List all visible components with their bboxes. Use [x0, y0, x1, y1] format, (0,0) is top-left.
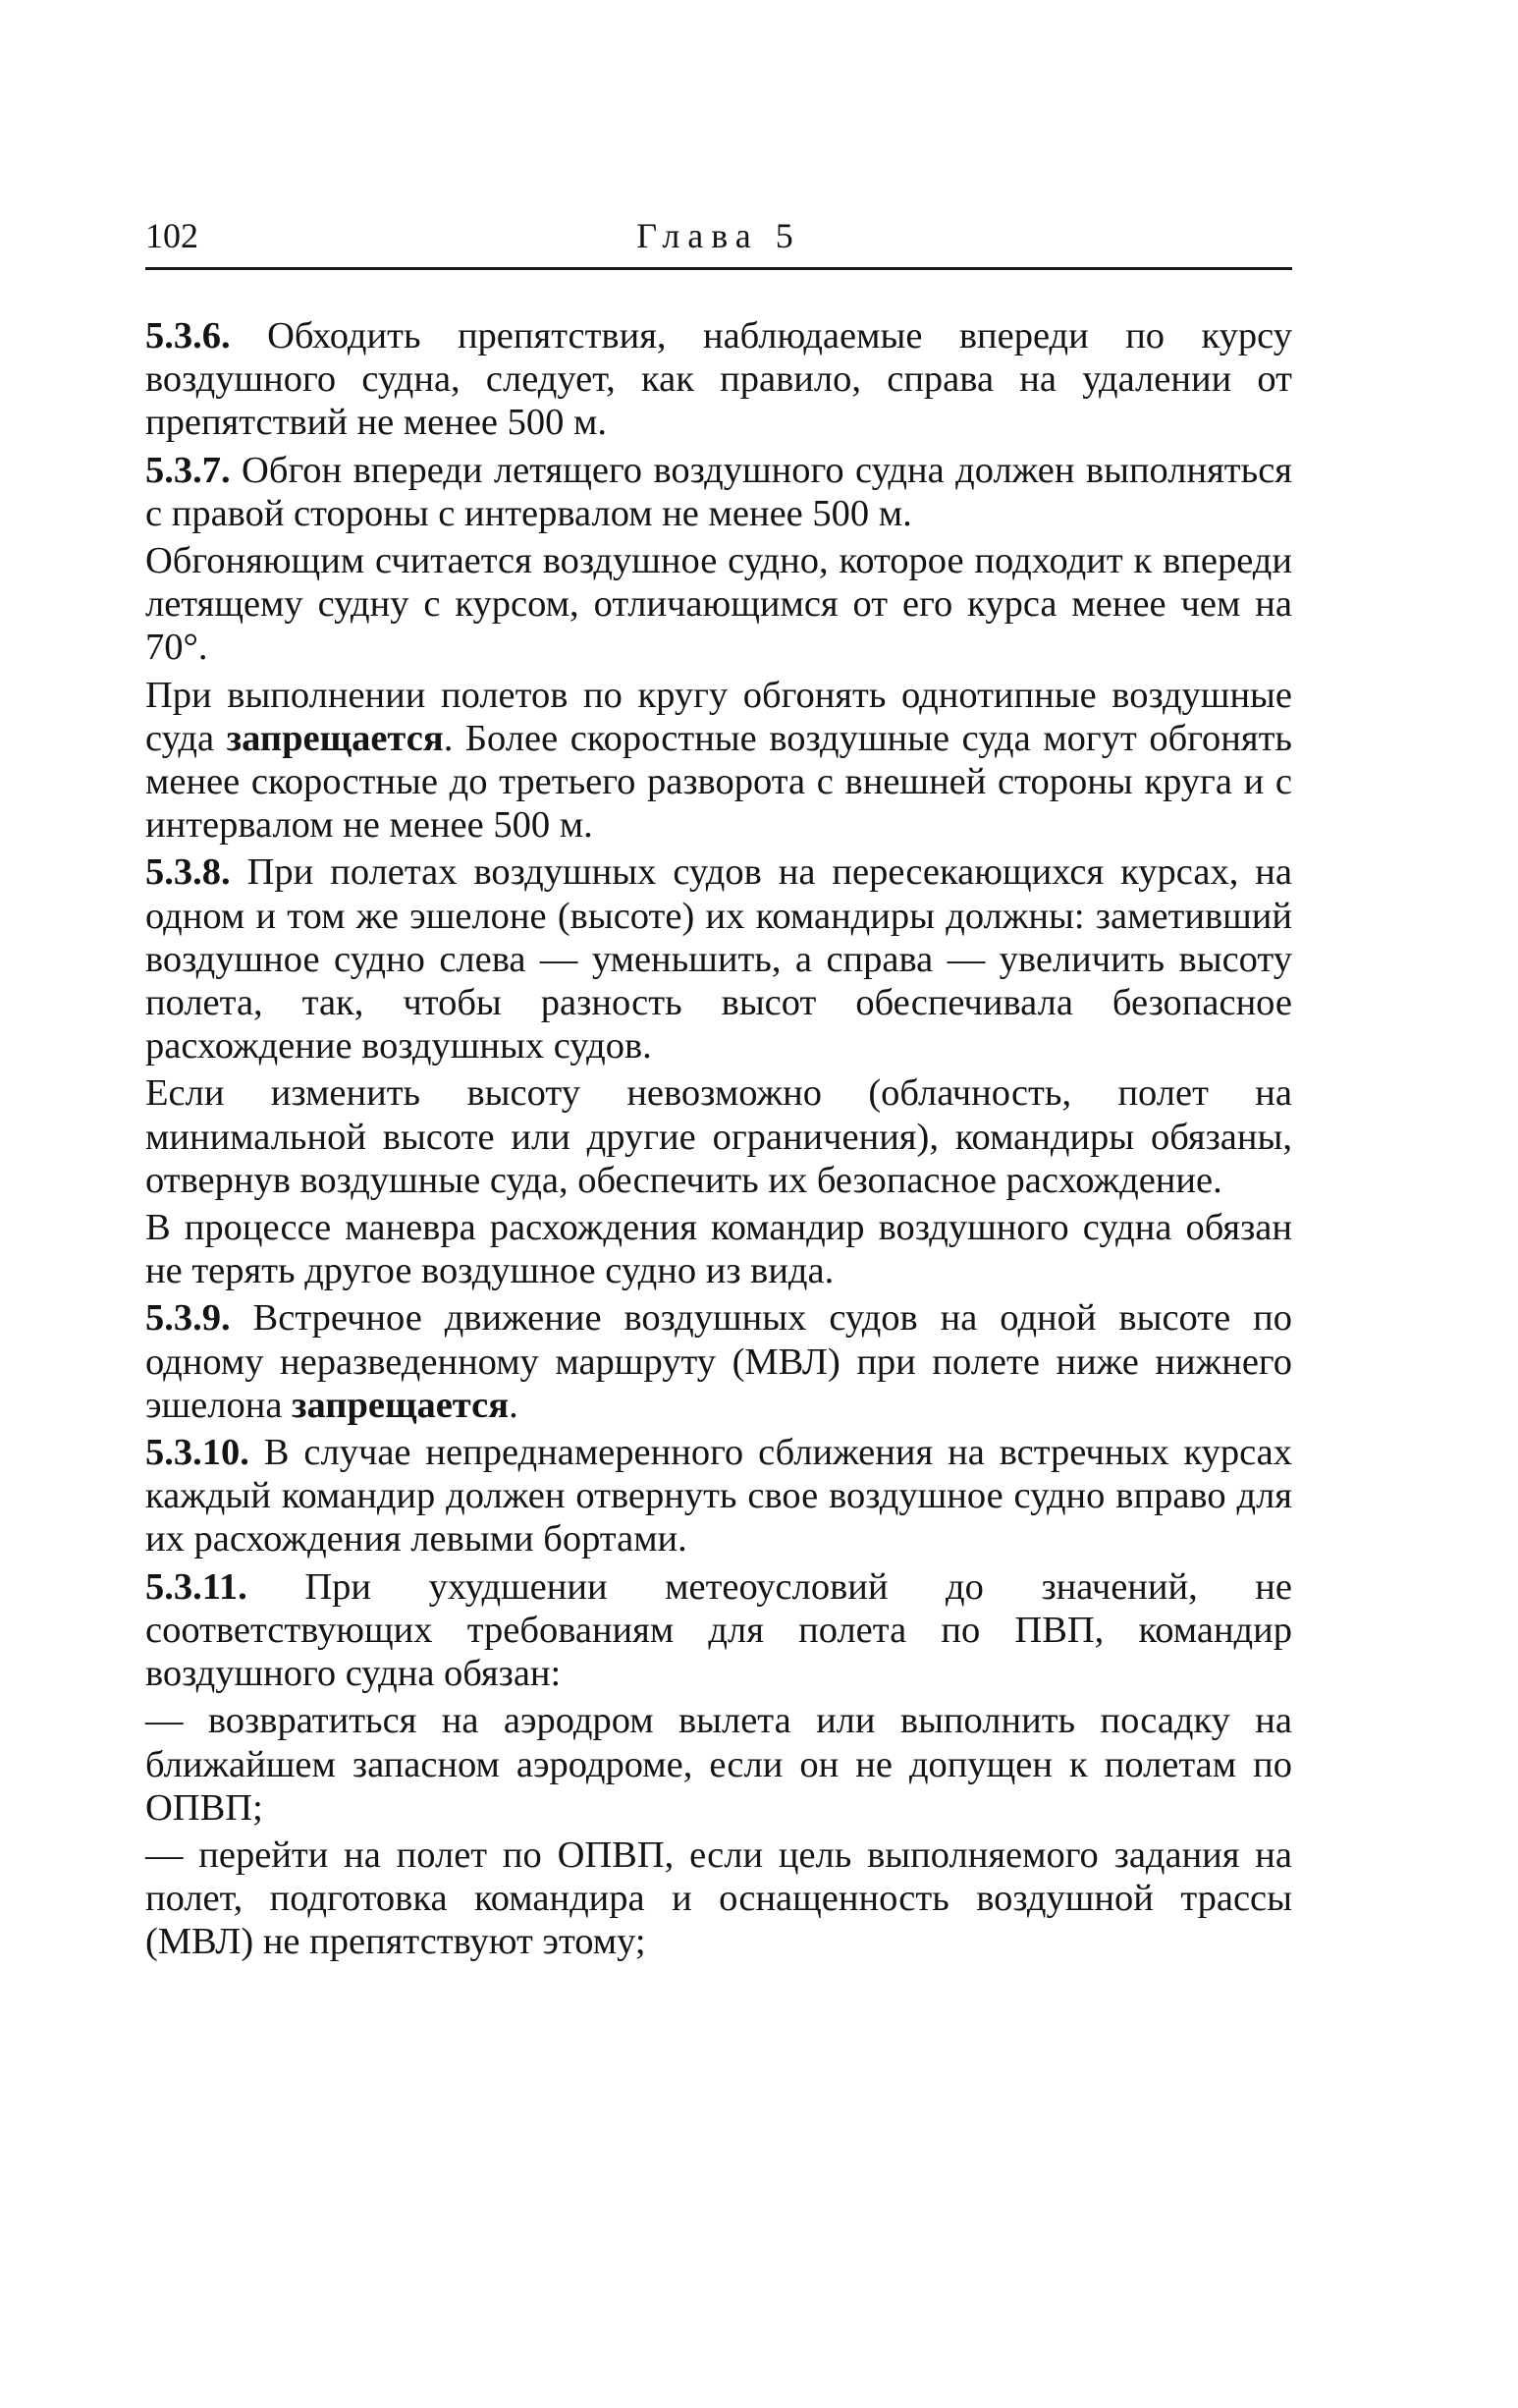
list-item-text: — перейти на полет по ОПВП, если цель выполняемого задания на полет, подготовка командира и оснащенность воздушной трассы (МВЛ) не препятствуют этому; — [145, 1833, 1292, 1963]
prohibited-emphasis: запрещается — [226, 717, 444, 759]
paragraph-5-3-7 — [145, 449, 1292, 535]
paragraph-5-3-6 — [145, 314, 1292, 445]
paragraph-text: Встречное движение воздушных судов на одной высоте по одному неразведенному маршруту (МВЛ) при полете ниже нижнего эшелона — [145, 1297, 1292, 1426]
paragraph-text: Обходить препятствия, наблюдаемые впереди по курсу воздушного судна, следует, как правило, справа на удалении от препятствий не менее 500 м. — [145, 315, 1292, 444]
book-page — [145, 0, 1292, 2408]
paragraph-text: Обгоняющим считается воздушное судно, которое подходит к впереди летящему судну с курсом, отличающимся от его курса менее чем на 70°. — [145, 540, 1292, 669]
clause-number: 5.3.11. — [145, 1565, 247, 1608]
paragraph-text: В процессе маневра расхождения командир воздушного судна обязан не терять другое воздушное судно из вида. — [145, 1207, 1292, 1292]
paragraph-text: Если изменить высоту невозможно (облачность, полет на минимальной высоте или другие ограничения), командиры обязаны, отвернув воздушные суда, обеспечить их безопасное расхождение. — [145, 1072, 1292, 1201]
paragraph-5-3-11 — [145, 1565, 1292, 1696]
paragraph-altitude-change — [145, 1071, 1292, 1202]
paragraph-maneuver — [145, 1206, 1292, 1292]
prohibited-emphasis: запрещается — [292, 1384, 510, 1426]
clause-number: 5.3.7. — [145, 449, 231, 491]
list-item-switch-opvp — [145, 1833, 1292, 1964]
header-rule — [145, 267, 1292, 270]
paragraph-overtaking-definition — [145, 539, 1292, 670]
paragraph-circuit-overtaking — [145, 674, 1292, 848]
list-item-text: — возвратиться на аэродром вылета или выполнить посадку на ближайшем запасном аэродроме, если он не допущен к полетам по ОПВП; — [145, 1700, 1292, 1829]
paragraph-text: При полетах воздушных судов на пересекающихся курсах, на одном и том же эшелоне (высоте) их командиры должны: заметивший воздушное судно слева — уменьшить, а справа — увеличить высоту полета, так, чтобы разность высот обеспечивала безопасное расхождение воздушных судов. — [145, 851, 1292, 1067]
clause-number: 5.3.8. — [145, 851, 231, 894]
paragraph-text: Обгон впереди летящего воздушного судна должен выполняться с правой стороны с интервалом не менее 500 м. — [145, 449, 1292, 534]
body-text — [145, 314, 1292, 1968]
running-head: Глава 5 — [636, 216, 801, 255]
page-number: 102 — [145, 216, 198, 255]
clause-number: 5.3.6. — [145, 315, 231, 356]
paragraph-text: При выполнении полетов по кругу обгонять однотипные воздушные суда — [145, 674, 1292, 759]
paragraph-text: В случае непреднамеренного сближения на встречных курсах каждый командир должен отвернуть свое воздушное судно вправо для их расхождения левыми бортами. — [145, 1432, 1292, 1560]
paragraph-text: . — [509, 1384, 518, 1426]
paragraph-text: При ухудшении метеоусловий до значений, не соответствующих требованиям для полета по ПВП, командир воздушного судна обязан: — [145, 1565, 1292, 1695]
clause-number: 5.3.10. — [145, 1432, 249, 1474]
clause-number: 5.3.9. — [145, 1297, 231, 1340]
paragraph-5-3-9 — [145, 1296, 1292, 1427]
paragraph-5-3-10 — [145, 1431, 1292, 1561]
page-header — [145, 202, 1292, 261]
paragraph-5-3-8 — [145, 850, 1292, 1067]
list-item-return — [145, 1699, 1292, 1830]
paragraph-text: . Более скоростные воздушные суда могут обгонять менее скоростные до третьего разворота с внешней стороны круга и с интервалом не менее 500 м. — [145, 717, 1292, 847]
